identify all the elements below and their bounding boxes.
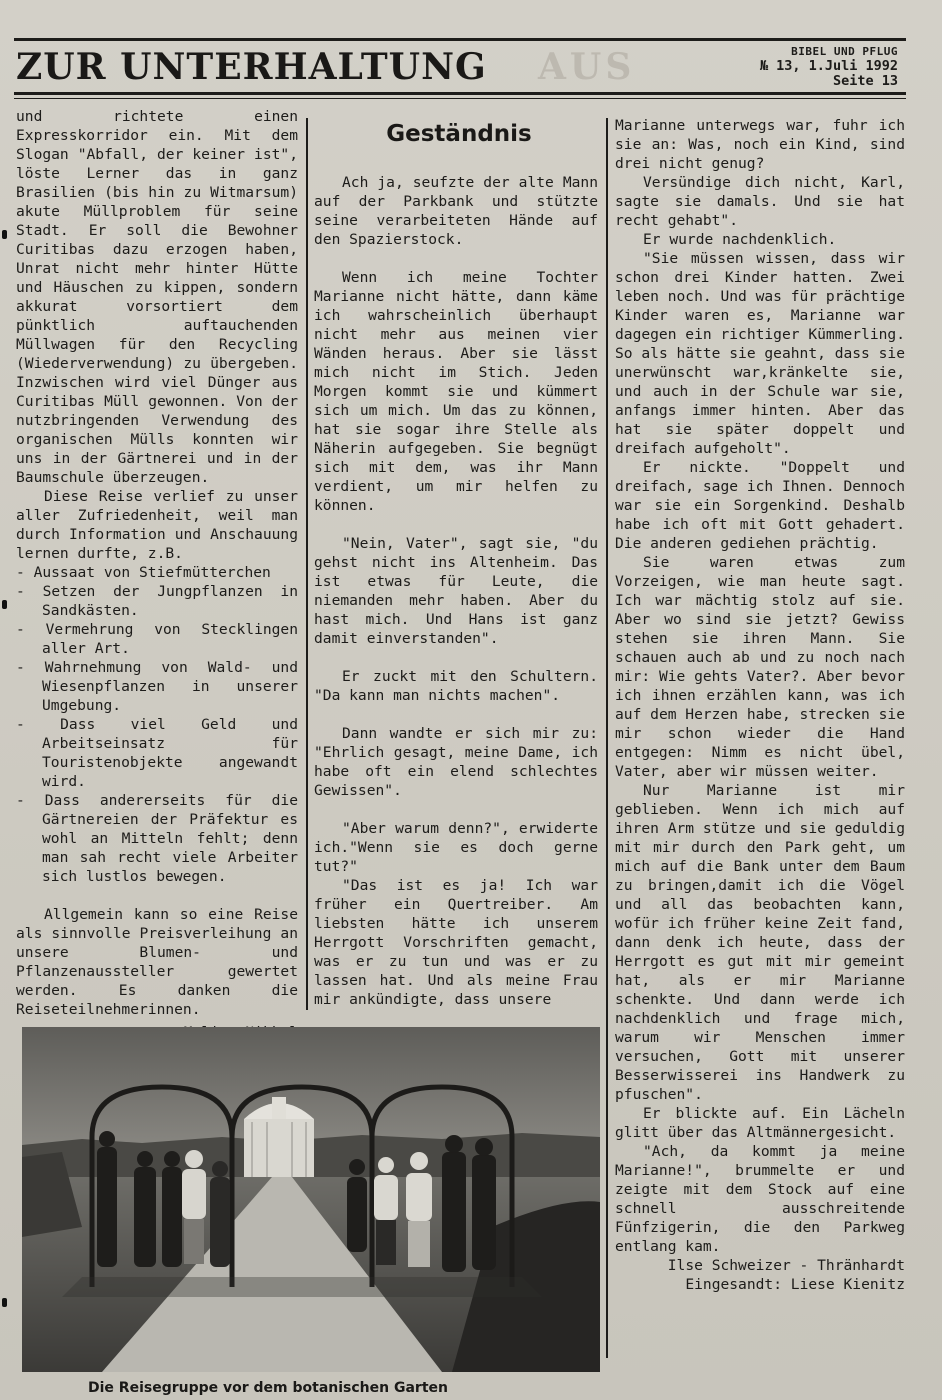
paragraph: Ach ja, seufzte der alte Mann auf der Parkbank und stützte seine verarbeiteten Hände auf den Spazierstock. — [314, 174, 598, 248]
list-item: - Wahrnehmung von Wald- und Wiesenpflanzen in unserer Umgebung. — [16, 659, 298, 714]
paragraph: Versündige dich nicht, Karl, sagte sie damals. Und sie hat recht gehabt". — [615, 174, 905, 229]
masthead — [14, 38, 906, 102]
paragraph: Er nickte. "Doppelt und dreifach, sage ich Ihnen. Dennoch war sie ein Sorgenkind. Deshalb habe ich oft mit Gott gehadert. Die anderen gediehen prächtig. — [615, 459, 905, 552]
paragraph: Er blickte auf. Ein Lächeln glitt über das Altmännergesicht. — [615, 1105, 905, 1141]
list-item: - Setzen der Jungpflanzen in Sandkästen. — [16, 583, 298, 619]
punch-mark — [2, 230, 7, 239]
header-rule-thin — [14, 98, 906, 99]
paragraph: Sie waren etwas zum Vorzeigen, wie man heute sagt. Ich war mächtig stolz auf sie. Aber wo sind sie jetzt? Gewiss stehen sie ihren Mann. Sie schauen auch ab und zu noch nach mir: Wie gehts Vater?. Aber bevor ich ihnen erzählen kann, was ich auf dem Herzen habe, strecken sie mir schon wieder die Hand entgegen: Nimm es nicht übel, Vater, aber wir müssen weiter. — [615, 554, 905, 780]
issue-number: № 13, 1.Juli 1992 — [759, 58, 898, 74]
paragraph: "Ach, da kommt ja meine Marianne!", brummelte er und zeigte mit dem Stock auf eine schnell ausschreitende Fünfzigerin, die den Parkweg entlang kam. — [615, 1143, 905, 1255]
photo-image — [22, 1027, 600, 1372]
paragraph: und richtete einen Expresskorridor ein. Mit dem Slogan "Abfall, der keiner ist", löste Lerner das in ganz Brasilien (bis hin zu Witmarsum) akute Müllproblem für seine Stadt. Er soll die Bewohner Curitibas dazu erzogen haben, Unrat nicht mehr hinter Hütte und Häuschen zu kippen, sondern akkurat vorsortiert dem pünktlich auftauchenden Müllwagen für den Recycling (Wiederverwendung) zu übergeben. Inzwischen wird viel Dünger aus Curitibas Müll gewonnen. Von der nutzbringenden Verwendung des organischen Mülls konnten wir uns in der Gärtnerei und in der Baumschule überzeugen. — [16, 108, 298, 486]
page-number: Seite 13 — [832, 73, 898, 89]
header-rule-top — [14, 38, 906, 41]
column-left — [16, 107, 298, 1042]
show-through-text: AUS — [538, 46, 636, 88]
section-title: ZUR UNTERHALTUNG — [16, 46, 487, 88]
column-middle — [314, 173, 598, 1009]
punch-mark — [2, 1298, 7, 1307]
list-item: - Aussaat von Stiefmütterchen — [16, 564, 271, 581]
punch-mark — [2, 600, 7, 609]
paragraph: "Sie müssen wissen, dass wir schon drei Kinder hatten. Zwei leben noch. Und was für prächtige Kinder waren es, Marianne war dagegen ein richtiger Kümmerling. So als hätte sie geahnt, dass sie unerwünscht war,kränkelte sie, und auch in der Schule war sie, anfangs immer hinten. Aber das hat sie später doppelt und dreifach aufgeholt". — [615, 250, 905, 457]
article-title: Geständnis — [386, 121, 532, 147]
group-photo — [22, 1027, 600, 1372]
paragraph: "Nein, Vater", sagt sie, "du gehst nicht ins Altenheim. Das ist etwas für Leute, die niemanden mehr haben. Aber du hast mich. Und Hans ist ganz damit einverstanden". — [314, 535, 598, 647]
paragraph: Er wurde nachdenklich. — [643, 231, 837, 248]
publication-name: BIBEL UND PFLUG — [791, 45, 898, 58]
paragraph: Er zuckt mit den Schultern. "Da kann man nichts machen". — [314, 668, 598, 704]
paragraph: "Das ist es ja! Ich war früher ein Quertreiber. Am liebsten hätte ich unserem Herrgott Vorschriften gemacht, was er zu tun und was er zu lassen hat. Und als meine Frau mir ankündigte, dass unsere — [314, 877, 598, 1008]
list-item: - Dass viel Geld und Arbeitseinsatz für Touristenobjekte angewandt wird. — [16, 716, 298, 790]
header-rule-bottom — [14, 92, 906, 95]
photo-caption: Die Reisegruppe vor dem botanischen Garten — [88, 1380, 448, 1396]
list-item: - Dass andererseits für die Gärtnereien der Präfektur es wohl an Mitteln fehlt; denn man sah recht viele Arbeiter sich lustlos bewegen. — [16, 792, 298, 885]
paragraph: Nur Marianne ist mir geblieben. Wenn ich mich auf ihren Arm stütze und sie geduldig mit mir durch den Park geht, um mich auf die Bank unter dem Baum zu bringen,damit ich die Vögel und all das beobachten kann, wofür ich früher keine Zeit fand, dann denk ich heute, dass der Herrgott es gut mit mir gemeint hat, als er mir Marianne schenkte. Und dann werde ich nachdenklich und frage mich, warum wir Menschen immer versuchen, Gott mit unserer Besserwisserei ins Handwerk zu pfuschen". — [615, 782, 905, 1103]
author-signature: Ilse Schweizer - Thränhardt — [667, 1257, 905, 1274]
column-divider — [606, 118, 608, 1358]
column-divider — [306, 118, 308, 1010]
paragraph: "Aber warum denn?", erwiderte ich."Wenn sie es doch gerne tut?" — [314, 820, 598, 875]
list-item: - Vermehrung von Stecklingen aller Art. — [16, 621, 298, 657]
paragraph: Dann wandte er sich mir zu: "Ehrlich gesagt, meine Dame, ich habe oft ein elend schlechtes Gewissen". — [314, 725, 598, 799]
paragraph: Marianne unterwegs war, fuhr ich sie an: Was, noch ein Kind, sind drei nicht genug? — [615, 117, 905, 172]
paragraph: Wenn ich meine Tochter Marianne nicht hätte, dann käme ich wahrscheinlich überhaupt nicht mehr aus meinen vier Wänden heraus. Aber sie lässt mich nicht im Stich. Jeden Morgen kommt sie und kümmert sich um mich. Um das zu können, hat sie sogar ihre Stelle als Näherin aufgegeben. Sie begnügt sich mit dem, was ihr Mann verdient, um mir helfen zu können. — [314, 269, 598, 514]
paragraph: Allgemein kann so eine Reise als sinnvolle Preisverleihung an unsere Blumen- und Pflanzenaussteller gewertet werden. Es danken die Reiseteilnehmerinnen. — [16, 906, 298, 1018]
bullet-list — [16, 563, 298, 886]
paragraph: Diese Reise verlief zu unser aller Zufriedenheit, weil man durch Information und Anschauung lernen durfte, z.B. — [16, 488, 298, 562]
submitted-by: Eingesandt: Liese Kienitz — [685, 1276, 905, 1293]
issue-info — [760, 44, 898, 89]
column-right — [615, 116, 905, 1294]
